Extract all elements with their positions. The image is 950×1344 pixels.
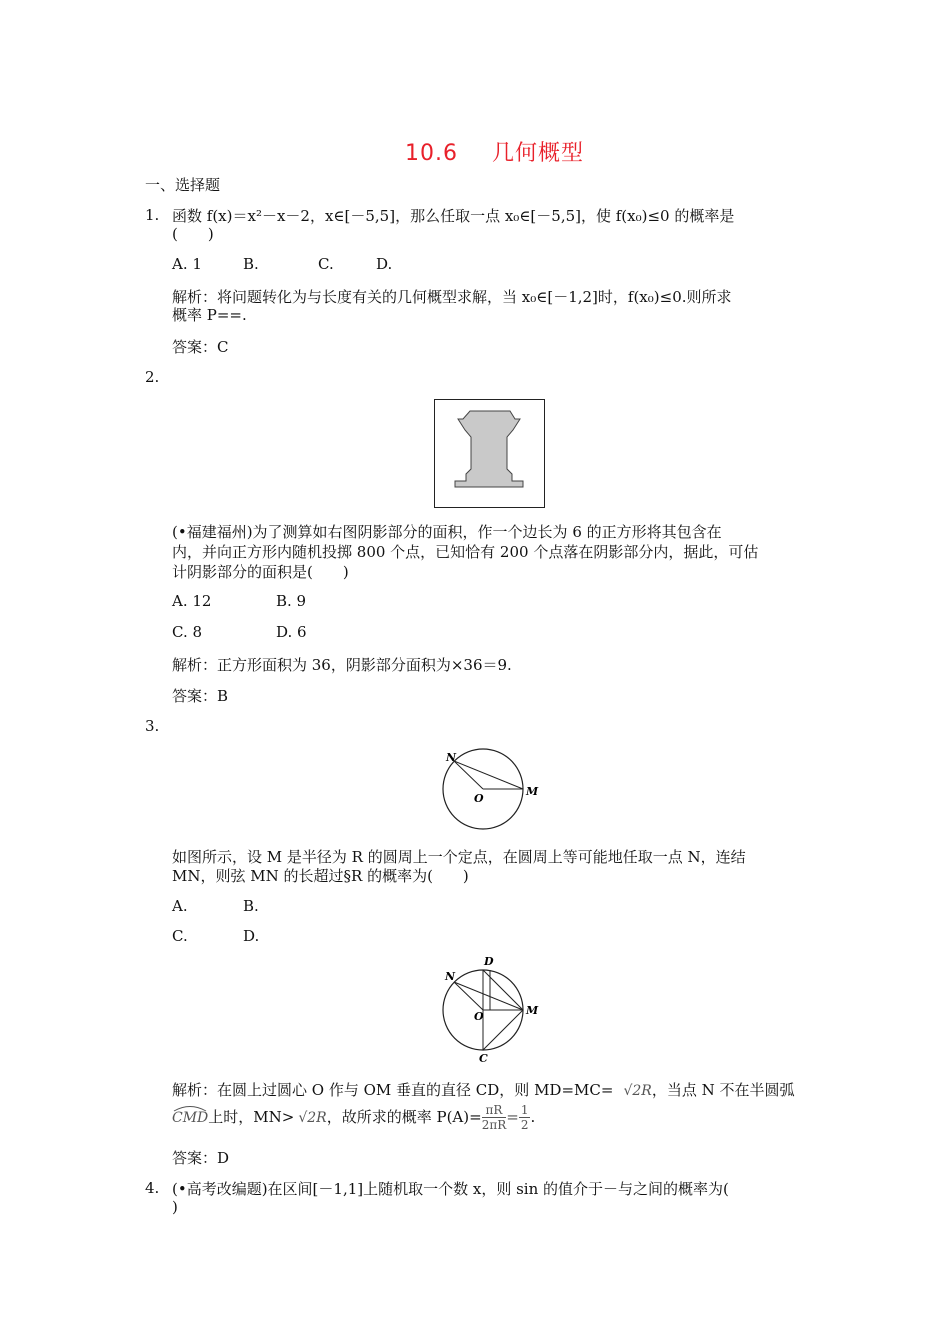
q3-option-d: D. — [243, 927, 260, 945]
frac2-numerator: 1 — [520, 1103, 529, 1117]
q4-number: 4. — [145, 1179, 160, 1197]
q1-stem-line2: ( ) — [172, 225, 214, 243]
arc-mark — [172, 1104, 208, 1112]
q3-option-c: C. — [172, 927, 188, 945]
q2-number: 2. — [145, 368, 160, 386]
q1-option-c: C. — [318, 255, 334, 273]
title-text: 几何概型 — [491, 141, 584, 166]
label-c: C — [479, 1052, 488, 1064]
q4-stem-line1: (•高考改编题)在区间[－1,1]上随机取一个数 x，则 sin 的值介于－与之间的概率为( — [172, 1180, 729, 1198]
label-o: O — [474, 792, 484, 805]
period: . — [530, 1108, 536, 1126]
radius-on — [454, 982, 483, 1010]
q2-answer: 答案：B — [172, 687, 229, 705]
q2-stem-line1: (•福建福州)为了测算如右图阴影部分的面积，作一个边长为 6 的正方形将其包含在 — [172, 523, 722, 541]
q1-option-a: A. 1 — [172, 255, 202, 273]
sqrt2-r-2: √2R — [298, 1110, 327, 1126]
q2-analysis: 解析：正方形面积为 36，阴影部分面积为×36＝9. — [172, 656, 512, 674]
q2-option-b: B. 9 — [276, 592, 307, 610]
q3-analysis-line2 — [172, 1104, 535, 1136]
q1-stem-line1: 函数 f(x)＝x²－x－2，x∈[－5,5]，那么任取一点 x₀∈[－5,5]，使 f(x₀)≤0 的概率是 — [172, 207, 735, 225]
radius-on — [454, 761, 483, 789]
q1-option-b: B. — [243, 255, 259, 273]
q3-analysis-text-a: 解析：在圆上过圆心 O 作与 OM 垂直的直径 CD，则 MD=MC= — [172, 1081, 614, 1099]
q2-stem-line2: 内，并向正方形内随机投掷 800 个点，已知恰有 200 个点落在阴影部分内，据此，可估 — [172, 543, 759, 561]
arc-cmd — [172, 1108, 208, 1126]
fraction-pir-over-2pir — [482, 1104, 507, 1132]
q3-stem-line1: 如图所示，设 M 是半径为 R 的圆周上一个定点，在圆周上等可能地任取一点 N，连结 — [172, 848, 746, 866]
sqrt2-r-1: √2R — [623, 1083, 652, 1099]
q1-analysis-line2: 概率 P==. — [172, 306, 247, 324]
label-n: N — [445, 970, 456, 983]
q2-option-c: C. 8 — [172, 623, 203, 641]
frac1-denominator: 2πR — [481, 1118, 507, 1132]
title-number: 10.6 — [405, 141, 458, 166]
frac2-denominator: 2 — [520, 1118, 529, 1132]
q3-stem-line2: MN，则弦 MN 的长超过§R 的概率为( ) — [172, 867, 469, 885]
q2-stem-line3: 计阴影部分的面积是( ) — [172, 563, 349, 581]
q3-option-a: A. — [172, 897, 188, 915]
fraction-one-half — [519, 1104, 531, 1132]
q3-option-b: B. — [243, 897, 259, 915]
page-title — [405, 136, 584, 167]
chord-mn — [454, 982, 523, 1010]
circle-figure-1 — [440, 746, 545, 834]
chord-mn — [454, 761, 523, 789]
equals-sign: = — [506, 1108, 519, 1126]
q3-answer: 答案：D — [172, 1149, 230, 1167]
q1-number: 1. — [145, 206, 160, 224]
label-m: M — [526, 1004, 539, 1017]
section-heading: 一、选择题 — [145, 176, 221, 194]
arc-cmd-label: CMD — [172, 1110, 209, 1126]
q1-analysis-line1: 解析：将问题转化为与长度有关的几何概型求解，当 x₀∈[－1,2]时，f(x₀)≤0.则所求 — [172, 288, 732, 306]
label-d: D — [484, 955, 494, 968]
label-m: M — [526, 785, 539, 798]
q3-analysis-text-c: 上时，MN> — [208, 1108, 295, 1126]
q3-analysis-text-b: ，当点 N 不在半圆弧 — [651, 1081, 795, 1099]
frac1-numerator: πR — [485, 1103, 503, 1117]
q3-analysis-text-d: ，故所求的概率 P(A)= — [326, 1108, 482, 1126]
q3-analysis-line1 — [172, 1079, 794, 1100]
q2-option-a: A. 12 — [172, 592, 212, 610]
label-n: N — [446, 751, 457, 764]
label-o: O — [474, 1010, 484, 1023]
shaded-region-figure — [434, 399, 546, 509]
circle-figure-2 — [440, 952, 550, 1064]
q4-stem-line2: ) — [172, 1198, 178, 1216]
q1-answer: 答案：C — [172, 338, 229, 356]
q1-option-d: D. — [376, 255, 393, 273]
q2-option-d: D. 6 — [276, 623, 307, 641]
q3-number: 3. — [145, 717, 160, 735]
